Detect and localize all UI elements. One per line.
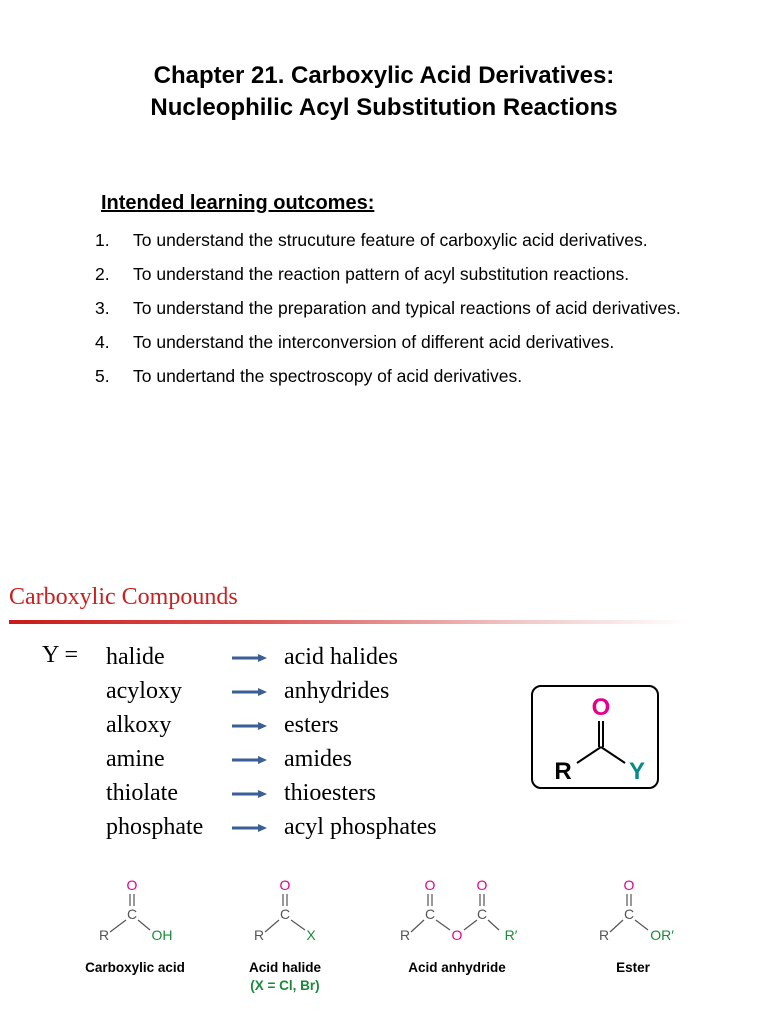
carboxylic-acid-structure: [90, 876, 190, 946]
carbon-label: C: [623, 906, 635, 922]
structure-name: Acid anhydride: [408, 960, 506, 975]
carbon-label: C: [424, 906, 436, 922]
group-name: thiolate: [106, 780, 178, 806]
outcome-item: [95, 362, 715, 390]
derivative-class: acid halides: [284, 644, 398, 670]
ester-structure: [592, 876, 682, 946]
outcome-item: [95, 260, 715, 288]
y-group-label: Y: [628, 758, 646, 785]
outcome-text: To understand the interconversion of different acid derivatives.: [133, 332, 615, 352]
right-arrow-icon: [232, 652, 268, 664]
structure-name: Ester: [616, 960, 650, 975]
oxygen-label: O: [424, 877, 436, 893]
substituent-label: X: [306, 927, 316, 943]
outcome-text: To undertand the spectroscopy of acid derivatives.: [133, 366, 523, 386]
outcome-number: 5.: [95, 366, 110, 386]
oxygen-label: O: [591, 694, 611, 721]
outcome-item: [95, 226, 715, 254]
structure-name: Carboxylic acid: [85, 960, 185, 975]
right-arrow-icon: [232, 788, 268, 800]
outcome-item: [95, 294, 715, 322]
group-name: halide: [106, 644, 165, 670]
carbon-label: C: [279, 906, 291, 922]
derivative-class: anhydrides: [284, 678, 390, 704]
group-name: acyloxy: [106, 678, 182, 704]
oxygen-label: O: [279, 877, 291, 893]
r-group-label: R: [98, 927, 110, 943]
outcomes-heading: Intended learning outcomes:: [101, 192, 375, 214]
title-line-1: Chapter 21. Carboxylic Acid Derivatives:: [153, 62, 615, 89]
derivative-class: esters: [284, 712, 339, 738]
derivative-class: thioesters: [284, 780, 376, 806]
r-group-label: R: [598, 927, 610, 943]
group-name: phosphate: [106, 814, 204, 840]
outcome-number: 3.: [95, 298, 110, 318]
substituent-label: OR′: [650, 927, 674, 943]
outcome-text: To understand the strucuture feature of carboxylic acid derivatives.: [133, 230, 648, 250]
section-title: Carboxylic Compounds: [9, 584, 238, 610]
outcome-number: 2.: [95, 264, 110, 284]
bridging-oxygen-label: O: [451, 927, 463, 943]
outcome-number: 1.: [95, 230, 110, 250]
right-arrow-icon: [232, 686, 268, 698]
r-group-label: R: [554, 758, 572, 785]
section-divider: [9, 620, 689, 624]
halogen-note: (X = Cl, Br): [250, 978, 320, 993]
outcome-text: To understand the preparation and typical reactions of acid derivatives.: [133, 298, 681, 318]
acid-halide-structure: [245, 876, 335, 946]
substituent-label: OH: [151, 927, 173, 943]
oxygen-label: O: [126, 877, 138, 893]
carbon-label: C: [126, 906, 138, 922]
oxygen-label: O: [623, 877, 635, 893]
right-arrow-icon: [232, 720, 268, 732]
oxygen-label: O: [476, 877, 488, 893]
title-line-2: Nucleophilic Acyl Substitution Reactions: [150, 94, 618, 121]
acyl-structure-drawing: [533, 687, 657, 787]
acid-anhydride-structure: [393, 876, 523, 946]
substituent-label: R′: [504, 927, 518, 943]
page-title: [0, 60, 768, 124]
generic-acyl-structure: [531, 685, 659, 789]
r-group-label: R: [253, 927, 265, 943]
outcomes-list: [95, 226, 715, 396]
right-arrow-icon: [232, 822, 268, 834]
y-equals-label: Y =: [42, 642, 78, 668]
group-name: alkoxy: [106, 712, 172, 738]
group-name: amine: [106, 746, 165, 772]
structure-name: Acid halide: [248, 960, 321, 975]
derivative-class: acyl phosphates: [284, 814, 437, 840]
r-group-label: R: [399, 927, 411, 943]
outcome-item: [95, 328, 715, 356]
outcome-number: 4.: [95, 332, 110, 352]
right-arrow-icon: [232, 754, 268, 766]
carbon-label: C: [476, 906, 488, 922]
derivative-class: amides: [284, 746, 352, 772]
outcome-text: To understand the reaction pattern of acyl substitution reactions.: [133, 264, 630, 284]
